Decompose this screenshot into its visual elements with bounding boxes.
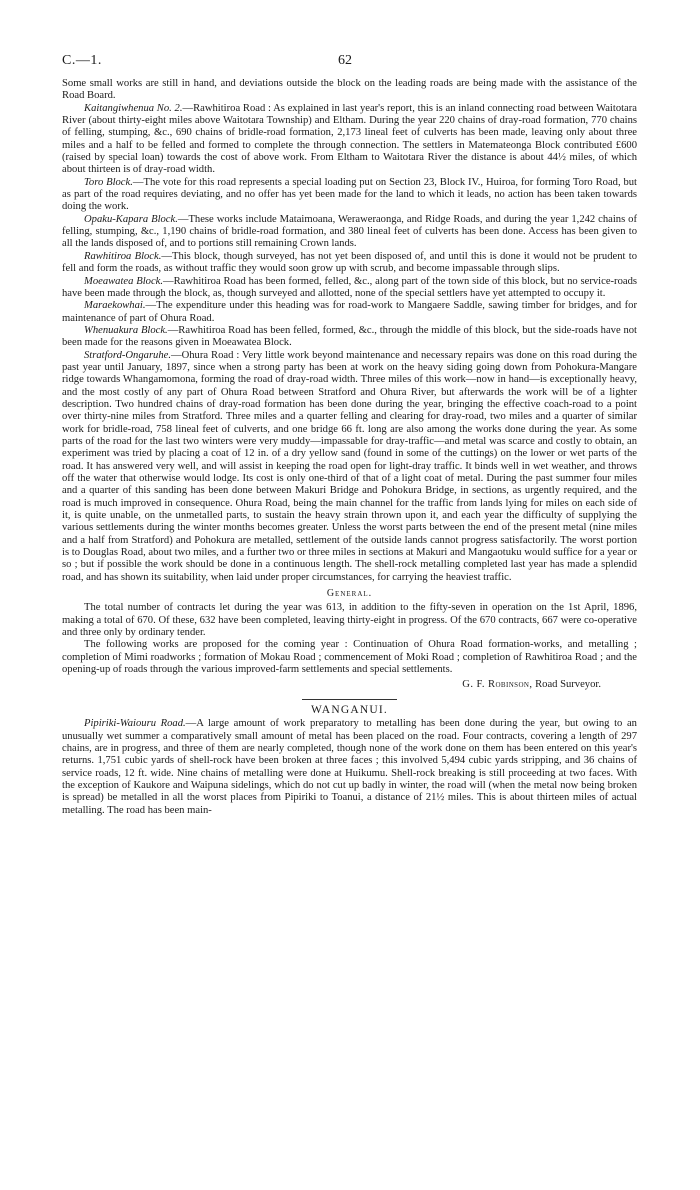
paragraph-text: —These works include Mataimoana, Weraweraonga, and Ridge Roads, and during the year 1,242 chains of felling, stumping, &c., 1,190 chains of bridle-road formation, and 380 lineal feet of culverts has been done. Access has been given to all the lands disposed of, and to portions still remaining Crown lands. xyxy=(62,213,637,250)
paragraph-text: —Rawhitiroa Road has been formed, felled, &c., along part of the town side of this block, but no service-roads have been made through the block, as, though surveyed and allotted, none of the special settlers have yet attempted to occupy it. xyxy=(62,275,637,299)
paragraph-stratford-ongaruhe xyxy=(62,350,637,585)
page-number: 62 xyxy=(338,53,352,68)
paragraph-heading: Whenuakura Block. xyxy=(84,324,168,336)
paragraph-rawhitiroa-block xyxy=(62,251,637,276)
section-divider xyxy=(302,699,397,700)
paragraph-heading: Kaitangiwhenua No. 2. xyxy=(84,102,183,114)
paragraph-kaitangiwhenua xyxy=(62,103,637,177)
paragraph-text: —This block, though surveyed, has not yet been disposed of, and until this is done it would not be prudent to fell and form the roads, as without traffic they would soon grow up with scrub, and become impassable through slips. xyxy=(62,250,637,275)
paragraph: Some small works are still in hand, and deviations outside the block on the leading roads are being made with the assistance of the Road Board. xyxy=(62,78,637,102)
paragraph-heading: Stratford-Ongaruhe. xyxy=(84,349,172,361)
paragraph-opaku-kapara xyxy=(62,214,637,251)
paragraph-text: —Rawhitiroa Road : As explained in last year's report, this is an inland connecting road between Waitotara River (about thirty-eight miles above Waitotara Township) and Eltham. During the year 220 chains of dray-road formation, 770 chains of felling, stumping, &c., 690 chains of bridle-road formation, 2,173 lineal feet of culverts has been made, leaving only about three miles and a half to be felled and formed to complete the through connection. The settlers in Matemateonga Block contributed £600 (raised by special loan) towards the cost of above work. From Eltham to Waitotara River the distance is about 44½ miles, of which about thirteen is of dray-road width. xyxy=(62,102,637,176)
paragraph-pipiriki-waiouru xyxy=(62,718,637,817)
paragraph-heading: Rawhitiroa Block. xyxy=(84,250,162,262)
signature-title: Road Surveyor. xyxy=(535,678,601,690)
paragraph-heading: Toro Block. xyxy=(84,176,133,188)
paragraph-text: —The expenditure under this heading was for road-work to Mangaere Saddle, sawing timber for bridges, and for maintenance of part of Ohura Road. xyxy=(62,300,637,324)
paragraph-maraekowhai xyxy=(62,300,637,325)
paragraph-moeawatea-block xyxy=(62,276,637,301)
document-reference: C.—1. xyxy=(62,53,102,68)
paragraph-toro-block xyxy=(62,177,637,214)
paragraph-whenuakura-block xyxy=(62,325,637,350)
paragraph-text: —The vote for this road represents a special loading put on Section 23, Block IV., Huiroa, for forming Toro Road, but as part of the road requires deviating, and no offer has yet been made for the land to which it leads, no action has been taken towards doing the work. xyxy=(62,176,637,213)
paragraph-text: —Ohura Road : Very little work beyond maintenance and necessary repairs was done on this road during the past year until January, 1897, since when a strong party has been at work on the heavy siding going down from Pohokura-Mangare ridge towards Whangamomona, forming the road of dray-road width. Three miles of this work—now in hand—is exceptionally heavy, and the most costly of any part of Ohura Road between Stratford and Ohura River, but afterwards the work will be of a lighter description. Two hundred chains of dray-road formation has been done during the year, bringing the effective coach-road to a point over thirty-nine miles from Stratford. Three miles and a quarter felling and clearing for dray-road, two miles and a quarter of similar work for bridle-road, 758 lineal feet of culverts, and one bridge 66 ft. long are also among the works done during the year. As some parts of the road for the last two winters were very muddy—impassable for dray-traffic—and metal was scarce and costly to obtain, an experiment was tried by placing a coat of 12 in. of a dry yellow sand (found in some of the cuttings) on the lower or wet parts of the road. It has answered very well, and will assist in keeping the road open for light-dray traffic. It binds well in wet weather, and throws off the water that otherwise would lodge. Its cost is only one-third of that of a light coat of metal. During the past summer four miles and a quarter of this sanding has been done between Makuri Bridge and Pohokura Bridge, in sections, as urgently required, and the road is much improved in consequence. Ohura Road, being the main channel for the traffic from lands lying for miles on each side of it, is quite unable, on the unmetalled parts, to sustain the heavy strain thrown upon it, and each year the difficulty of supplying the various settlements during the winter months becomes greater. Unless the worst parts between the end of the present metal (nine miles and a half from Stratford) and Pohokura are metalled, settlement of the outside lands cannot progress satisfactorily. The worst portion is to Douglas Road, about two miles, and a further two or three miles in sections at Makuri and Mangaotuku would suffice for a year or so ; but if possible the work should be done in a continuous length. The shell-rock metalling completed last year has made a splendid road, and has shown its suitability, when laid under proper circumstances, for carrying the heaviest traffic. xyxy=(62,349,637,583)
document-body xyxy=(62,78,637,817)
paragraph-heading: Moeawatea Block. xyxy=(84,275,164,287)
paragraph-text: —Rawhitiroa Road has been felled, formed, &c., through the middle of this block, but the side-roads have not been made for the reasons given in Moeawatea Block. xyxy=(62,324,637,349)
paragraph-heading: Pipiriki-Waiouru Road. xyxy=(84,718,186,730)
paragraph-general-contracts: The total number of contracts let during the year was 613, in addition to the fifty-seven in operation on the 1st April, 1896, making a total of 670. Of these, 632 have been completed, leaving thirty-eight in progress. Of the 670 contracts, 667 were co-operative and three only by ordinary tender. xyxy=(62,602,637,639)
signature-name: G. F. Robinson, xyxy=(462,678,533,690)
signature xyxy=(62,679,637,691)
paragraph-general-proposed: The following works are proposed for the coming year : Continuation of Ohura Road formation-works, and metalling ; completion of Mimi roadworks ; formation of Mokau Road ; commencement of Moki Road ; completion of Rawhitiroa Road ; and the opening-up of roads through the various improved-farm settlements and special settlements. xyxy=(62,639,637,676)
paragraph-text: —A large amount of work preparatory to metalling has been done during the year, but owing to an unusually wet summer a comparatively small amount of metal has been placed on the road. Four contracts, covering a length of 297 chains, are in progress, and three of them are nearly completed, though none of the work done on them has been entered on this year's returns. 1,751 cubic yards of shell-rock have been broken at three faces ; this involved 5,494 cubic yards stripping, and 36 chains of service roads, 12 ft. wide. Nine chains of metalling were done at Huikumu. Shell-rock breaking is still proceeding at two faces. With the exception of Kaukore and Waipuna sidelings, which do not cut up badly in winter, the road will (when the metal now being broken is spread) be metalled in all the worst places from Pipiriki to Toanui, a distance of 21½ miles. This is about thirteen miles of actual metalling. The road has been main- xyxy=(62,718,637,816)
section-heading-wanganui: WANGANUI. xyxy=(311,703,388,716)
section-heading-general: General. xyxy=(326,588,373,600)
paragraph-heading: Opaku-Kapara Block. xyxy=(84,213,178,225)
paragraph-heading: Maraekowhai. xyxy=(84,300,146,312)
